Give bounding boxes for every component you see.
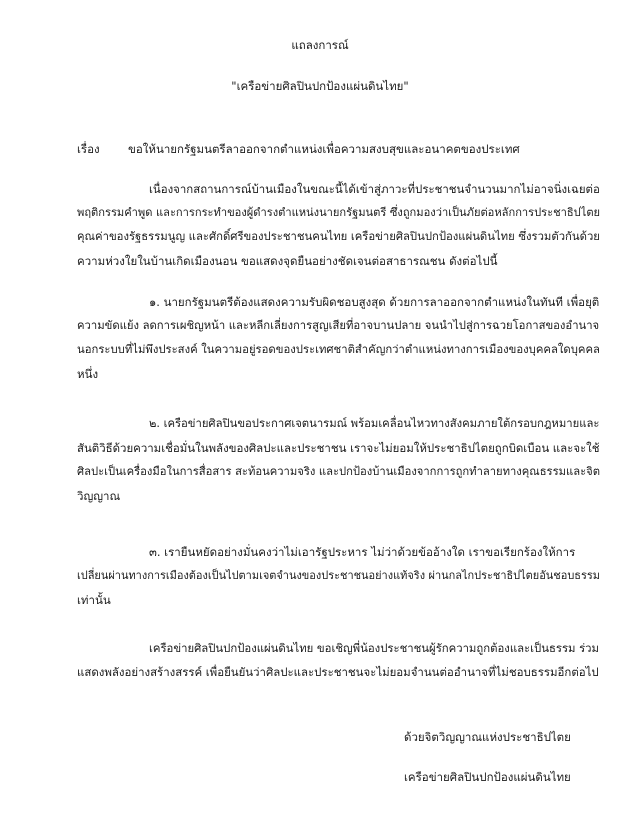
point-2-line: สันติวิธีด้วยความเชื่อมั่นในพลังของศิลปะและประชาชน เราจะไม่ยอมให้ประชาธิปไตยถูกบิดเบือน และจะใช้ (77, 441, 600, 455)
intro-line: เนื่องจากสถานการณ์บ้านเมืองในขณะนี้ได้เข้าสู่ภาวะที่ประชาชนจำนวนมากไม่อาจนิ่งเฉยต่อ (149, 182, 600, 196)
intro-line: ความห่วงใยในบ้านเกิดเมืองนอน ขอแสดงจุดยืนอย่างชัดเจนต่อสาธารณชน ดังต่อไปนี้ (77, 254, 498, 268)
closing-line: เครือข่ายศิลปินปกป้องแผ่นดินไทย ขอเชิญพี่น้องประชาชนผู้รักความถูกต้องและเป็นธรรม ร่วม (149, 641, 600, 655)
point-3-line: เปลี่ยนผ่านทางการเมืองต้องเป็นไปตามเจตจำนงของประชาชนอย่างแท้จริง ผ่านกลไกประชาธิปไตยอันชอบธรรม (77, 569, 601, 582)
point-2-line: ศิลปะเป็นเครื่องมือในการสื่อสาร สะท้อนความจริง และปกป้องบ้านเมืองจากการถูกทำลายทางคุณธรรมและจิต (77, 465, 600, 478)
subject-text: ขอให้นายกรัฐมนตรีลาออกจากตำแหน่งเพื่อความสงบสุขและอนาคตของประเทศ (128, 142, 520, 156)
point-2-line: วิญญาณ (77, 489, 121, 503)
organization-name: "เครือข่ายศิลปินปกป้องแผ่นดินไทย" (231, 79, 409, 93)
subject-label: เรื่อง (77, 142, 100, 156)
closing-line: แสดงพลังอย่างสร้างสรรค์ เพื่อยืนยันว่าศิลปะและประชาชนจะไม่ยอมจำนนต่ออำนาจที่ไม่ชอบธรรมอีกต่อไป (77, 665, 599, 679)
point-1-line: นอกระบบที่ไม่พึงประสงค์ ในความอยู่รอดของประเทศชาติสำคัญกว่าตำแหน่งทางการเมืองของบุคคลใดบุคคล (77, 343, 600, 356)
point-1-line: ๑. นายกรัฐมนตรีต้องแสดงความรับผิดชอบสูงสุด ด้วยการลาออกจากตำแหน่งในทันที เพื่อยุติ (149, 295, 600, 309)
point-2-line: ๒. เครือข่ายศิลปินขอประกาศเจตนารมณ์ พร้อมเคลื่อนไหวทางสังคมภายใต้กรอบกฎหมายและ (149, 417, 600, 430)
point-3-line: ๓. เรายืนหยัดอย่างมั่นคงว่าไม่เอารัฐประหาร ไม่ว่าด้วยข้ออ้างใด เราขอเรียกร้องให้การ (149, 545, 576, 559)
document-heading: แถลงการณ์ (291, 38, 349, 52)
signature: เครือข่ายศิลปินปกป้องแผ่นดินไทย (404, 770, 571, 784)
point-1-line: ความขัดแย้ง ลดการเผชิญหน้า และหลีกเลี่ยงการสูญเสียที่อาจบานปลาย จนนำไปสู่การฉวยโอกาสของอำนาจ (77, 319, 600, 332)
point-3-line: เท่านั้น (77, 593, 111, 607)
point-1-line: หนึ่ง (77, 367, 99, 381)
intro-line: พฤติกรรมคำพูด และการกระทำของผู้ดำรงตำแหน่งนายกรัฐมนตรี ซึ่งถูกมองว่าเป็นภัยต่อหลักการประชาธิปไตย (77, 206, 601, 219)
signoff: ด้วยจิตวิญญาณแห่งประชาธิปไตย (404, 730, 571, 744)
intro-line: คุณค่าของรัฐธรรมนูญ และศักดิ์ศรีของประชาชนคนไทย เครือข่ายศิลปินปกป้องแผ่นดินไทย ซึ่งรวมตัวกันด้วย (77, 230, 600, 243)
